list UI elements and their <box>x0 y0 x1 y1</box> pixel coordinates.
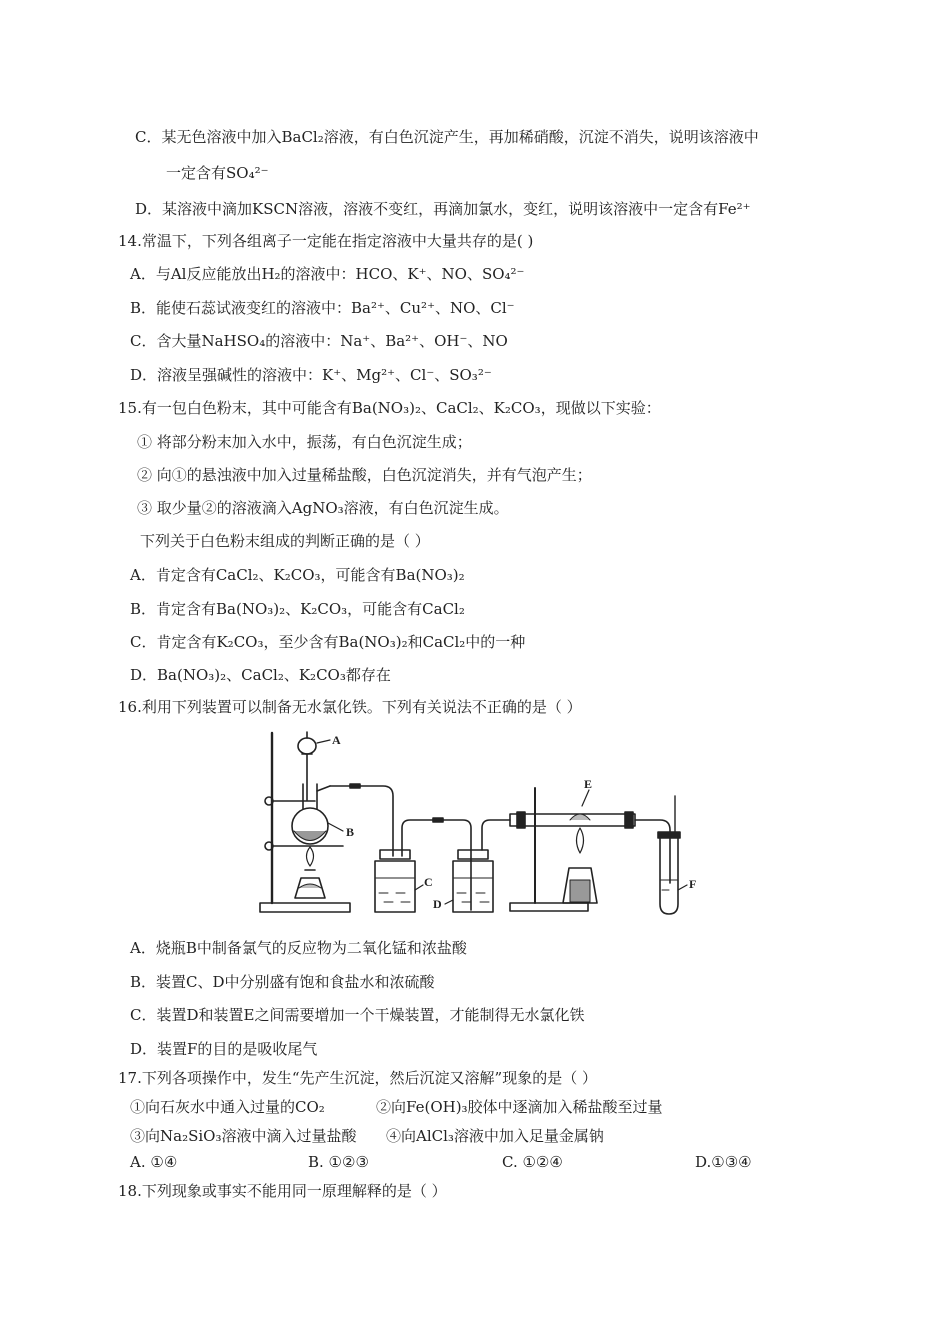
bottle-d-stopper <box>458 850 488 859</box>
q14-option-d: D．溶液呈强碱性的溶液中：K⁺、Mg²⁺、Cl⁻、SO₃²⁻ <box>130 366 492 384</box>
label-e: E <box>584 777 593 791</box>
q16-stem: 16.利用下列装置可以制备无水氯化铁。下列有关说法不正确的是（ ） <box>118 698 582 716</box>
q13-option-d: D．某溶液中滴加KSCN溶液，溶液不变红，再滴加氯水，变红，说明该溶液中一定含有Fe²⁺ <box>135 200 751 218</box>
q14-option-b: B．能使石蕊试液变红的溶液中：Ba²⁺、Cu²⁺、NO、Cl⁻ <box>130 299 515 317</box>
label-a: A <box>332 733 341 747</box>
test-tube-f <box>660 836 678 914</box>
q17-stem: 17.下列各项操作中，发生“先产生沉淀，然后沉淀又溶解”现象的是（ ） <box>118 1069 597 1087</box>
q14-option-a: A．与Al反应能放出H₂的溶液中：HCO、K⁺、NO、SO₄²⁻ <box>130 265 525 283</box>
label-b: B <box>346 825 355 839</box>
q17-option-d: D.①③④ <box>695 1153 752 1171</box>
stand-base <box>260 903 350 912</box>
q15-option-c: C．肯定含有K₂CO₃，至少含有Ba(NO₃)₂和CaCl₂中的一种 <box>130 633 526 651</box>
q16-option-d: D．装置F的目的是吸收尾气 <box>130 1040 318 1058</box>
q15-option-a: A．肯定含有CaCl₂、K₂CO₃，可能含有Ba(NO₃)₂ <box>130 566 465 584</box>
bottle-d <box>453 861 493 912</box>
label-d: D <box>433 897 442 911</box>
q15-option-b: B．肯定含有Ba(NO₃)₂、K₂CO₃，可能含有CaCl₂ <box>130 600 465 618</box>
label-f: F <box>689 877 697 891</box>
q16-option-a: A．烧瓶B中制备氯气的反应物为二氧化锰和浓盐酸 <box>130 939 467 957</box>
q13-option-c-line1: C．某无色溶液中加入BaCl₂溶液，有白色沉淀产生，再加稀硝酸，沉淀不消失，说明该溶液中 <box>135 128 759 146</box>
q17-operation-4: ④向AlCl₃溶液中加入足量金属钠 <box>386 1127 604 1145</box>
q17-operation-2: ②向Fe(OH)₃胶体中逐滴加入稀盐酸至过量 <box>376 1098 663 1116</box>
q15-option-d: D．Ba(NO₃)₂、CaCl₂、K₂CO₃都存在 <box>130 666 391 684</box>
q15-stem: 15.有一包白色粉末，其中可能含有Ba(NO₃)₂、CaCl₂、K₂CO₃，现做以下实验： <box>118 399 661 417</box>
q15-question: 下列关于白色粉末组成的判断正确的是（ ） <box>140 532 430 550</box>
bottle-c <box>375 861 415 912</box>
q17-operation-1: ①向石灰水中通入过量的CO₂ <box>130 1098 325 1116</box>
q17-option-a: A. ①④ <box>130 1153 178 1171</box>
q17-operation-3: ③向Na₂SiO₃溶液中滴入过量盐酸 <box>130 1127 357 1145</box>
q14-option-c: C．含大量NaHSO₄的溶液中：Na⁺、Ba²⁺、OH⁻、NO <box>130 332 508 350</box>
bottle-c-stopper <box>380 850 410 859</box>
q18-stem: 18.下列现象或事实不能用同一原理解释的是（ ） <box>118 1182 447 1200</box>
funnel-a-body <box>298 738 316 754</box>
q15-step-3: ③ 取少量②的溶液滴入AgNO₃溶液，有白色沉淀生成。 <box>137 499 509 517</box>
q17-option-c: C. ①②④ <box>502 1153 563 1171</box>
q17-option-b: B. ①②③ <box>308 1153 369 1171</box>
q14-stem: 14.常温下，下列各组离子一定能在指定溶液中大量共存的是( ) <box>118 232 534 250</box>
label-c: C <box>424 875 433 889</box>
apparatus-diagram <box>255 728 715 918</box>
q15-step-1: ① 将部分粉末加入水中，振荡，有白色沉淀生成； <box>137 433 472 451</box>
q13-option-c-line2: 一定含有SO₄²⁻ <box>166 164 269 182</box>
q15-step-2: ② 向①的悬浊液中加入过量稀盐酸，白色沉淀消失，并有气泡产生； <box>137 466 592 484</box>
stand-e-base <box>510 903 588 911</box>
q16-option-c: C．装置D和装置E之间需要增加一个干燥装置，才能制得无水氯化铁 <box>130 1006 585 1024</box>
q16-option-b: B．装置C、D中分别盛有饱和食盐水和浓硫酸 <box>130 973 435 991</box>
